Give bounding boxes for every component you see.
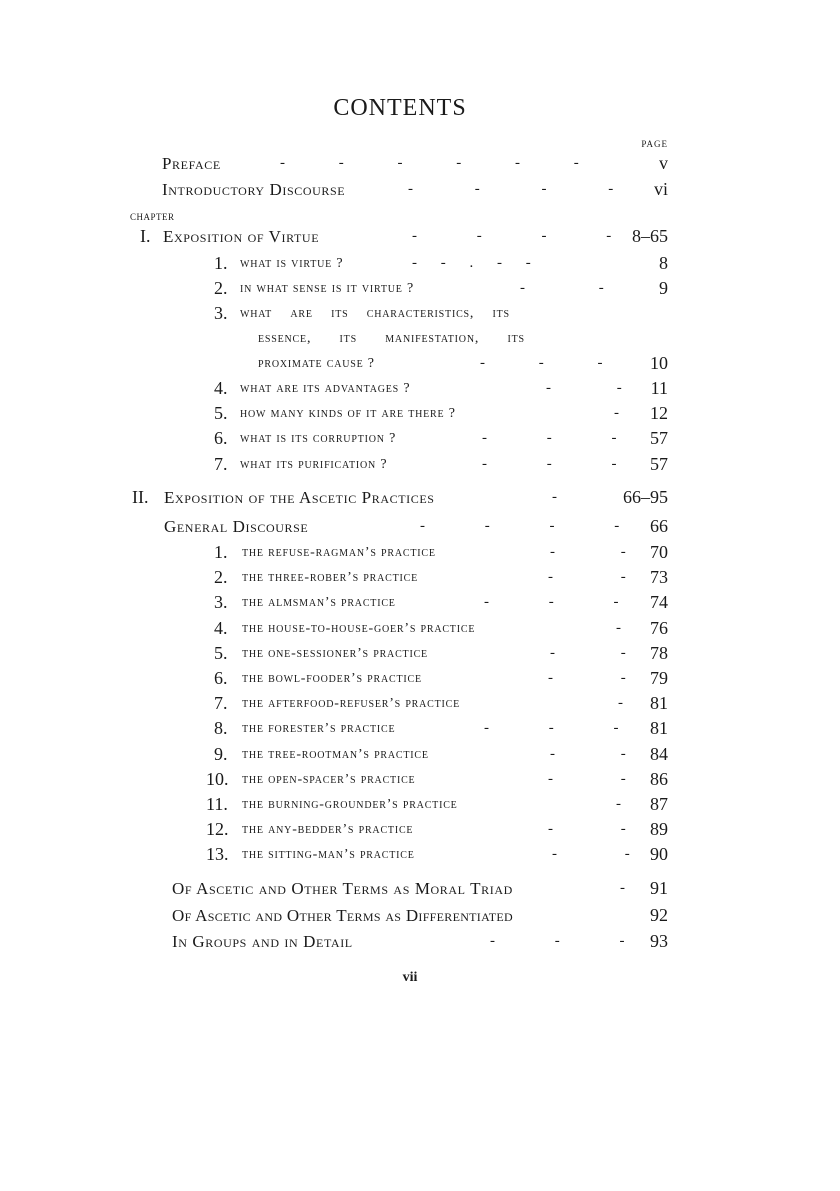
entry-title: In Groups and in Detail [172,932,353,951]
entry-page: 57 [650,454,668,474]
entry-title: how many kinds of it are there ? [240,406,456,421]
entry-title: in what sense is it virtue ? [240,281,414,296]
entry-title: the afterfood-refuser’s practice [242,696,461,711]
entry-title: Of Ascetic and Other Terms as Differentiated [172,906,513,925]
item-number: 3. [214,592,228,612]
entry-page: 57 [650,428,668,448]
entry-title: what are its advantages ? [240,381,411,396]
leader-dots: - - - [484,720,619,736]
item-number: 5. [214,403,228,423]
item-number: 6. [214,668,228,688]
entry-page: 92 [650,905,668,925]
entry-page: 90 [650,844,668,864]
entry-title: the burning-grounder’s practice [242,797,458,812]
entry-page: 11 [650,378,668,398]
leader-dots: - - [548,569,626,585]
leader-dots: - - - - [420,518,620,534]
item-number: 10. [206,769,229,789]
leader-dots: - - - [480,355,603,371]
entry-page: 87 [650,794,668,814]
leader-dots: - - - [484,594,619,610]
item-number: 7. [214,693,228,713]
entry-title: Exposition of Virtue [163,227,320,246]
entry-page: 84 [650,744,668,764]
leader-dots: - - [550,746,626,762]
leader-dots: - [616,620,621,636]
entry-page: 8 [659,253,668,273]
item-number: 4. [214,618,228,638]
entry-title: the tree-rootman’s practice [242,747,429,762]
leader-dots: - - [552,846,630,862]
entry-title: the bowl-fooder’s practice [242,671,422,686]
leader-dots: - [614,405,619,421]
page-number-footer: vii [402,970,418,985]
item-number: 7. [214,454,228,474]
entry-page: 66 [650,516,668,536]
item-number: 4. [214,378,228,398]
entry-title: the house-to-house-goer’s practice [242,621,476,636]
entry-title: Of Ascetic and Other Terms as Moral Triad [172,879,513,898]
item-number: 2. [214,567,228,587]
entry-title: the refuse-ragman’s practice [242,545,436,560]
entry-page: 91 [650,878,668,898]
entry-title: Preface [162,154,221,173]
leader-dots: - - - - - - [280,155,579,171]
item-number: 8. [214,718,228,738]
entry-title: the any-bedder’s practice [242,822,414,837]
entry-page: 93 [650,931,668,951]
leader-dots: - - [550,544,626,560]
chapter-column-label: CHAPTER [130,212,175,222]
leader-dots: - - [550,645,626,661]
entry-title: what is its corruption ? [240,431,397,446]
entry-page: 89 [650,819,668,839]
leader-dots: - - - - [408,181,614,197]
entry-page: 81 [650,718,668,738]
entry-page: 81 [650,693,668,713]
entry-page: 9 [659,278,668,298]
entry-title: proximate cause ? [258,356,375,371]
entry-title: the forester’s practice [242,721,396,736]
entry-title: the three-rober’s practice [242,570,419,585]
entry-page: vi [653,179,668,199]
entry-title: what is virtue ? [240,256,344,271]
entry-page: 74 [650,592,668,612]
page-title: CONTENTS [333,95,467,121]
entry-title: the one-sessioner’s practice [242,646,428,661]
item-number: 11. [206,794,228,814]
leader-dots: - [552,489,557,505]
leader-dots: - - - - [412,228,612,244]
leader-dots: - [618,695,623,711]
entry-page: 86 [650,769,668,789]
entry-page: v [659,153,668,173]
leader-dots: - - [548,821,626,837]
item-number: 5. [214,643,228,663]
chapter-numeral: I. [140,226,151,246]
entry-title: what its purification ? [240,457,388,472]
entry-page: 79 [650,668,668,688]
entry-title: Exposition of the Ascetic Practices [164,488,435,507]
leader-dots: - - [548,670,626,686]
item-number: 6. [214,428,228,448]
leader-dots: - - . - - [412,255,531,271]
chapter-numeral: II. [132,487,149,507]
item-number: 9. [214,744,228,764]
leader-dots: - - [546,380,622,396]
leader-dots: - - - [482,456,617,472]
leader-dots: - - - [490,933,625,949]
leader-dots: - - [520,280,604,296]
entry-title: Introductory Discourse [162,180,346,199]
leader-dots: - [620,880,625,896]
page-column-label: PAGE [641,139,668,149]
entry-title: the almsman’s practice [242,595,396,610]
leader-dots: - - - [482,430,617,446]
entry-page: 66–95 [623,487,668,507]
item-number: 1. [214,253,228,273]
item-number: 2. [214,278,228,298]
entry-title: General Discourse [164,517,309,536]
item-number: 1. [214,542,228,562]
entry-page: 78 [650,643,668,663]
item-number: 12. [206,819,229,839]
entry-page: 70 [650,542,668,562]
entry-page: 73 [650,567,668,587]
item-number: 3. [214,303,228,323]
entry-title: the sitting-man’s practice [242,847,415,862]
entry-page: 8–65 [632,226,668,246]
entry-title: the open-spacer’s practice [242,772,416,787]
entry-page: 10 [650,353,668,373]
entry-title: essence, its manifestation, its [258,331,525,346]
entry-page: 12 [650,403,668,423]
entry-page: 76 [650,618,668,638]
leader-dots: - [616,796,621,812]
entry-title: what are its characteristics, its [240,306,510,321]
leader-dots: - - [548,771,626,787]
item-number: 13. [206,844,229,864]
